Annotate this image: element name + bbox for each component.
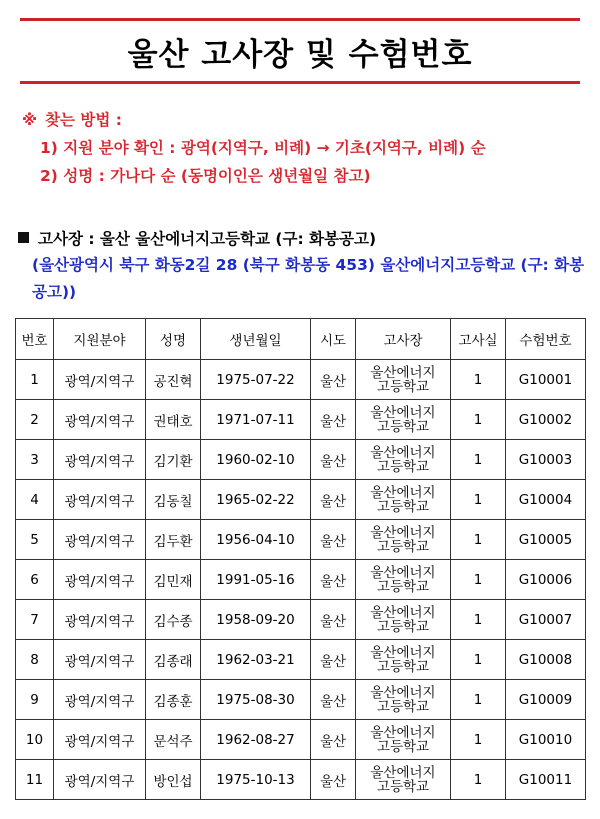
exam-site-line-1: 울산에너지: [370, 404, 436, 421]
cell-number: 3: [16, 440, 54, 480]
cell-field: 광역/지역구: [54, 400, 146, 440]
cell-name: 김종훈: [146, 680, 201, 720]
cell-field: 광역/지역구: [54, 360, 146, 400]
cell-birthdate: 1971-07-11: [201, 400, 311, 440]
cell-name: 공진혁: [146, 360, 201, 400]
search-method: [22, 106, 582, 190]
col-header-field: 지원분야: [54, 319, 146, 360]
cell-room: 1: [451, 400, 506, 440]
cell-city: 울산: [311, 640, 356, 680]
cell-field: 광역/지역구: [54, 520, 146, 560]
cell-exam-site: [356, 680, 451, 720]
cell-room: 1: [451, 440, 506, 480]
page-title: 울산 고사장 및 수험번호: [127, 36, 473, 73]
cell-number: 5: [16, 520, 54, 560]
exam-site-line-1: 울산에너지: [370, 444, 436, 461]
cell-city: 울산: [311, 600, 356, 640]
cell-room: 1: [451, 480, 506, 520]
cell-name: 김기환: [146, 440, 201, 480]
exam-site-heading: [18, 226, 588, 252]
cell-name: 김수종: [146, 600, 201, 640]
exam-site-line-1: 울산에너지: [370, 764, 436, 781]
cell-room: 1: [451, 520, 506, 560]
cell-room: 1: [451, 760, 506, 800]
search-method-heading: [22, 106, 582, 134]
table-row: [16, 760, 586, 800]
cell-number: 2: [16, 400, 54, 440]
exam-site-line-1: 울산에너지: [370, 724, 436, 741]
table-row: [16, 720, 586, 760]
search-method-label: 찾는 방법 :: [45, 111, 122, 129]
cell-city: 울산: [311, 720, 356, 760]
cell-exam-id: G10001: [506, 360, 586, 400]
table-row: [16, 560, 586, 600]
search-method-rule-1: 1) 지원 분야 확인 : 광역(지역구, 비례) → 기초(지역구, 비례) 순: [40, 139, 486, 157]
exam-site-line-1: 울산에너지: [370, 484, 436, 501]
cell-birthdate: 1960-02-10: [201, 440, 311, 480]
cell-city: 울산: [311, 480, 356, 520]
cell-exam-id: G10010: [506, 720, 586, 760]
cell-exam-id: G10008: [506, 640, 586, 680]
cell-exam-id: G10006: [506, 560, 586, 600]
cell-number: 11: [16, 760, 54, 800]
cell-field: 광역/지역구: [54, 680, 146, 720]
reference-mark-icon: ※: [22, 111, 38, 129]
cell-number: 10: [16, 720, 54, 760]
col-header-number: 번호: [16, 319, 54, 360]
table-row: [16, 440, 586, 480]
cell-city: 울산: [311, 360, 356, 400]
exam-site-line-1: 울산에너지: [370, 644, 436, 661]
cell-birthdate: 1975-07-22: [201, 360, 311, 400]
cell-birthdate: 1958-09-20: [201, 600, 311, 640]
cell-name: 방인섭: [146, 760, 201, 800]
cell-city: 울산: [311, 560, 356, 600]
col-header-exam-site: 고사장: [356, 319, 451, 360]
cell-field: 광역/지역구: [54, 600, 146, 640]
exam-site-line-2: 고등학교: [376, 618, 430, 635]
exam-site-line-2: 고등학교: [376, 498, 430, 515]
cell-field: 광역/지역구: [54, 760, 146, 800]
cell-field: 광역/지역구: [54, 480, 146, 520]
cell-field: 광역/지역구: [54, 720, 146, 760]
exam-site-line-2: 고등학교: [376, 378, 430, 395]
cell-field: 광역/지역구: [54, 560, 146, 600]
cell-birthdate: 1965-02-22: [201, 480, 311, 520]
cell-room: 1: [451, 720, 506, 760]
cell-number: 1: [16, 360, 54, 400]
cell-exam-id: G10002: [506, 400, 586, 440]
title-top-rule: [20, 18, 580, 21]
cell-room: 1: [451, 600, 506, 640]
exam-site-line-2: 고등학교: [376, 538, 430, 555]
cell-exam-site: [356, 640, 451, 680]
cell-room: 1: [451, 640, 506, 680]
cell-exam-site: [356, 560, 451, 600]
table-body: [16, 360, 586, 800]
cell-number: 9: [16, 680, 54, 720]
cell-city: 울산: [311, 760, 356, 800]
exam-site-line-2: 고등학교: [376, 458, 430, 475]
square-bullet-icon: [18, 232, 29, 243]
cell-room: 1: [451, 680, 506, 720]
cell-room: 1: [451, 560, 506, 600]
cell-name: 김민재: [146, 560, 201, 600]
table-row: [16, 640, 586, 680]
cell-exam-id: G10011: [506, 760, 586, 800]
exam-site-line-1: 울산에너지: [370, 524, 436, 541]
table-row: [16, 360, 586, 400]
cell-number: 7: [16, 600, 54, 640]
table-row: [16, 680, 586, 720]
cell-exam-site: [356, 760, 451, 800]
table-header-row: [16, 319, 586, 360]
cell-birthdate: 1975-10-13: [201, 760, 311, 800]
cell-birthdate: 1991-05-16: [201, 560, 311, 600]
cell-birthdate: 1975-08-30: [201, 680, 311, 720]
table-row: [16, 600, 586, 640]
exam-site-line-2: 고등학교: [376, 778, 430, 795]
exam-site-line-1: 울산에너지: [370, 564, 436, 581]
exam-site-line-2: 고등학교: [376, 698, 430, 715]
cell-city: 울산: [311, 520, 356, 560]
table-row: [16, 520, 586, 560]
cell-name: 김동칠: [146, 480, 201, 520]
cell-exam-site: [356, 360, 451, 400]
exam-site-line-1: 울산에너지: [370, 364, 436, 381]
cell-city: 울산: [311, 440, 356, 480]
cell-number: 4: [16, 480, 54, 520]
exam-site-info: [18, 226, 588, 306]
cell-exam-id: G10004: [506, 480, 586, 520]
cell-number: 6: [16, 560, 54, 600]
cell-exam-site: [356, 720, 451, 760]
cell-exam-id: G10009: [506, 680, 586, 720]
cell-exam-id: G10005: [506, 520, 586, 560]
exam-site-line-1: 울산에너지: [370, 684, 436, 701]
cell-name: 권태호: [146, 400, 201, 440]
exam-site-line-2: 고등학교: [376, 738, 430, 755]
cell-birthdate: 1962-03-21: [201, 640, 311, 680]
cell-room: 1: [451, 360, 506, 400]
exam-site-line-1: 울산에너지: [370, 604, 436, 621]
title-bottom-rule: [20, 81, 580, 84]
exam-site-line-2: 고등학교: [376, 658, 430, 675]
cell-exam-site: [356, 440, 451, 480]
cell-number: 8: [16, 640, 54, 680]
table-row: [16, 480, 586, 520]
cell-exam-site: [356, 480, 451, 520]
exam-site-address: (울산광역시 북구 화동2길 28 (북구 화봉동 453) 울산에너지고등학교 (구: 화봉공고)): [32, 256, 585, 301]
cell-name: 문석주: [146, 720, 201, 760]
cell-exam-id: G10007: [506, 600, 586, 640]
candidate-table: [15, 318, 586, 800]
cell-birthdate: 1962-08-27: [201, 720, 311, 760]
cell-exam-id: G10003: [506, 440, 586, 480]
exam-site-label: 고사장 : 울산 울산에너지고등학교 (구: 화봉공고): [38, 230, 377, 248]
cell-city: 울산: [311, 400, 356, 440]
exam-site-line-2: 고등학교: [376, 418, 430, 435]
col-header-name: 성명: [146, 319, 201, 360]
col-header-city: 시도: [311, 319, 356, 360]
col-header-exam-id: 수험번호: [506, 319, 586, 360]
cell-exam-site: [356, 400, 451, 440]
cell-name: 김두환: [146, 520, 201, 560]
cell-exam-site: [356, 600, 451, 640]
cell-name: 김종래: [146, 640, 201, 680]
exam-site-line-2: 고등학교: [376, 578, 430, 595]
col-header-birthdate: 생년월일: [201, 319, 311, 360]
table-row: [16, 400, 586, 440]
cell-birthdate: 1956-04-10: [201, 520, 311, 560]
cell-field: 광역/지역구: [54, 640, 146, 680]
col-header-room: 고사실: [451, 319, 506, 360]
cell-field: 광역/지역구: [54, 440, 146, 480]
search-method-rule-2: 2) 성명 : 가나다 순 (동명이인은 생년월일 참고): [40, 167, 371, 185]
cell-city: 울산: [311, 680, 356, 720]
cell-exam-site: [356, 520, 451, 560]
